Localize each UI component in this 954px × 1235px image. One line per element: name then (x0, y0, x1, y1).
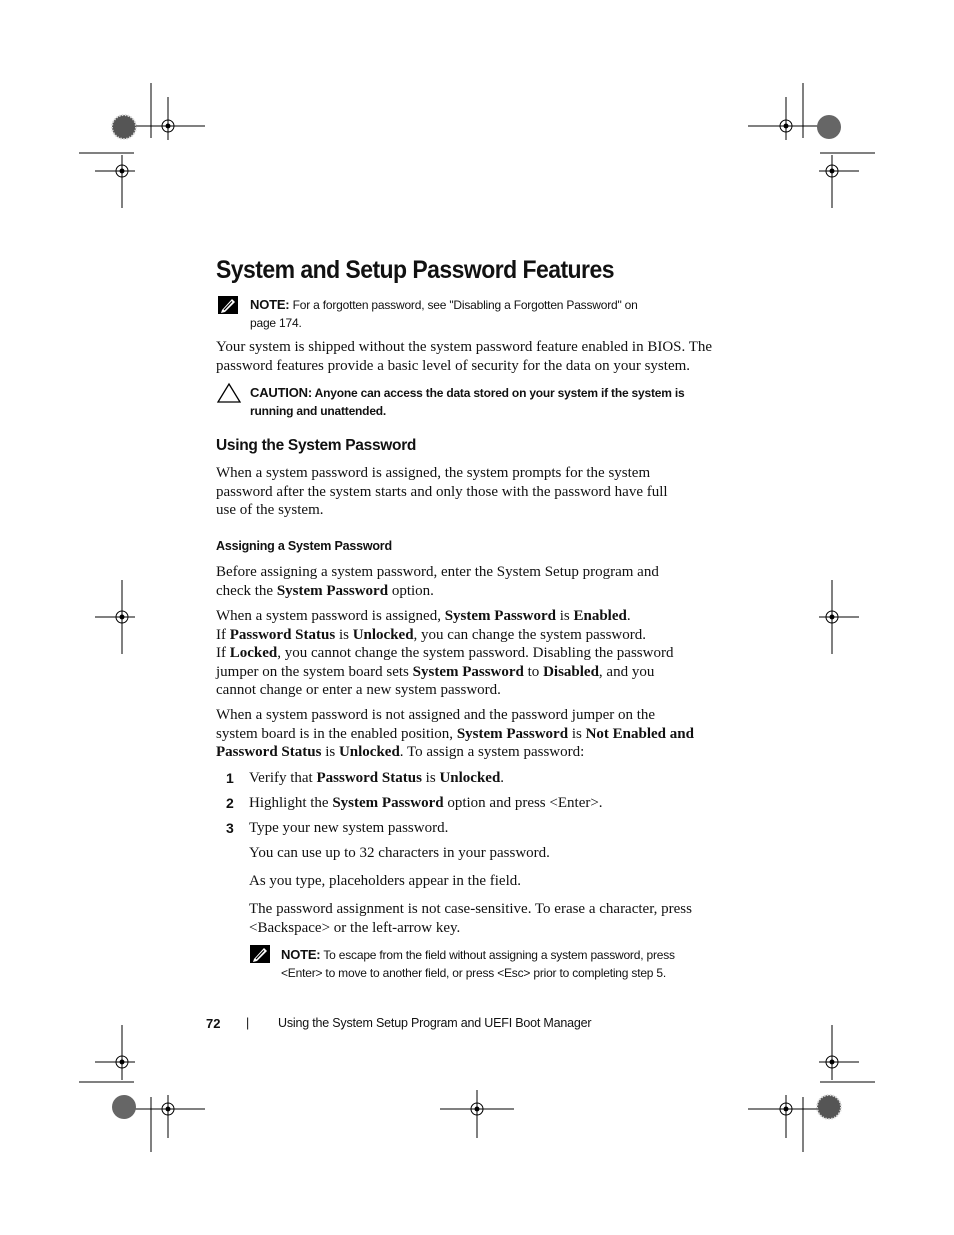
page-title: System and Setup Password Features (216, 256, 614, 284)
text: . (500, 770, 505, 786)
para-line (216, 626, 736, 645)
text: Verify that (249, 770, 317, 786)
before-paragraph (216, 563, 726, 600)
option-name: System Password (332, 795, 444, 811)
para-line: cannot change or enter a new system password. (216, 682, 501, 699)
pencil-note-icon (249, 944, 271, 964)
footer-separator: | (246, 1016, 250, 1030)
text: jumper on the system board sets (216, 663, 413, 680)
step-detail: As you type, placeholders appear in the field. (249, 873, 521, 889)
text: , and you (598, 663, 655, 680)
caution-text-line2: running and unattended. (250, 403, 387, 418)
para-line: password after the system starts and only those with the password have full (216, 483, 668, 500)
caution-text: Anyone can access the data stored on your system if the system is (314, 386, 685, 400)
option-value: Unlocked (352, 626, 414, 643)
option-name: System Password (444, 608, 556, 624)
option-name: Password Status (316, 770, 422, 786)
text: is (555, 608, 574, 624)
para-line (216, 725, 736, 744)
step-detail (249, 900, 729, 937)
intro-line: password features provide a basic level of security for the data on your system. (216, 357, 691, 374)
para-line: When a system password is assigned, the system prompts for the system (216, 465, 651, 481)
para-line (216, 607, 736, 626)
note-label: NOTE: (250, 297, 290, 312)
step-text (249, 794, 603, 813)
section-heading: Using the System Password (216, 437, 417, 454)
not-assigned-paragraph (216, 706, 736, 762)
text: is (321, 744, 339, 761)
option-value: Unlocked (439, 770, 501, 786)
text: If (216, 645, 230, 662)
option-name: System Password (456, 725, 569, 742)
text: Highlight the (249, 795, 333, 811)
page-number: 72 (206, 1016, 221, 1031)
option-name: System Password (276, 582, 389, 599)
list-item (226, 819, 726, 844)
para-line: Before assigning a system password, enter the System Setup program and (216, 564, 659, 580)
note-escape-field (281, 946, 741, 982)
text: , you cannot change the system password. Disabling the password (277, 645, 674, 662)
intro-paragraph (216, 338, 726, 375)
note-text: For a forgotten password, see "Disabling a Forgotten Password" on (292, 298, 638, 312)
text: system board is in the enabled position, (216, 725, 457, 742)
option-value: Not Enabled and (585, 725, 694, 742)
step-text (249, 769, 504, 788)
text: is (335, 626, 353, 643)
para-line (216, 743, 736, 762)
caution-triangle-icon (216, 382, 242, 404)
para-line: use of the system. (216, 502, 324, 519)
text: option. (388, 582, 434, 599)
para-line (216, 582, 726, 601)
option-name: Password Status (229, 626, 336, 643)
para-line (216, 663, 736, 682)
text: is (421, 770, 440, 786)
para-line (216, 644, 736, 663)
option-value: Locked (229, 645, 278, 662)
caution-block (250, 384, 720, 420)
text: When a system password is assigned, (216, 608, 445, 624)
text: option and press <Enter>. (443, 795, 603, 811)
text: , you can change the system password. (413, 626, 646, 643)
option-value: Enabled (573, 608, 627, 624)
steps-list (226, 769, 726, 844)
list-item (226, 769, 726, 794)
step-detail: You can use up to 32 characters in your password. (249, 845, 550, 861)
text: If (216, 626, 230, 643)
text: . (626, 608, 631, 624)
option-value: Unlocked (338, 744, 400, 761)
step-number: 2 (226, 795, 234, 811)
list-item (226, 794, 726, 819)
para-line: The password assignment is not case-sensitive. To erase a character, press (249, 901, 692, 917)
text: is (568, 725, 586, 742)
assigned-paragraph (216, 607, 736, 700)
pencil-note-icon (217, 295, 239, 315)
note-text-line2: <Enter> to move to another field, or press <Esc> prior to completing step 5. (281, 965, 667, 980)
note-label: NOTE: (281, 947, 321, 962)
text: check the (216, 582, 277, 599)
option-value: Disabled (543, 663, 599, 680)
note-text-line2: page 174. (250, 315, 302, 330)
using-paragraph (216, 464, 726, 520)
para-line: When a system password is not assigned and the password jumper on the (216, 707, 656, 723)
option-name: Password Status (216, 744, 322, 761)
option-name: System Password (412, 663, 524, 680)
note-forgotten-password (250, 296, 720, 332)
step-number: 3 (226, 820, 234, 836)
step-number: 1 (226, 770, 234, 786)
note-text: To escape from the field without assigning a system password, press (323, 948, 675, 962)
text: to (523, 663, 544, 680)
step-text: Type your new system password. (249, 820, 449, 836)
text: . To assign a system password: (399, 744, 585, 761)
footer-chapter-title: Using the System Setup Program and UEFI Boot Manager (278, 1016, 592, 1030)
intro-line: Your system is shipped without the system password feature enabled in BIOS. The (216, 339, 713, 355)
para-line: <Backspace> or the left-arrow key. (249, 919, 461, 936)
caution-label: CAUTION: (250, 385, 312, 400)
subsection-heading: Assigning a System Password (216, 539, 392, 553)
